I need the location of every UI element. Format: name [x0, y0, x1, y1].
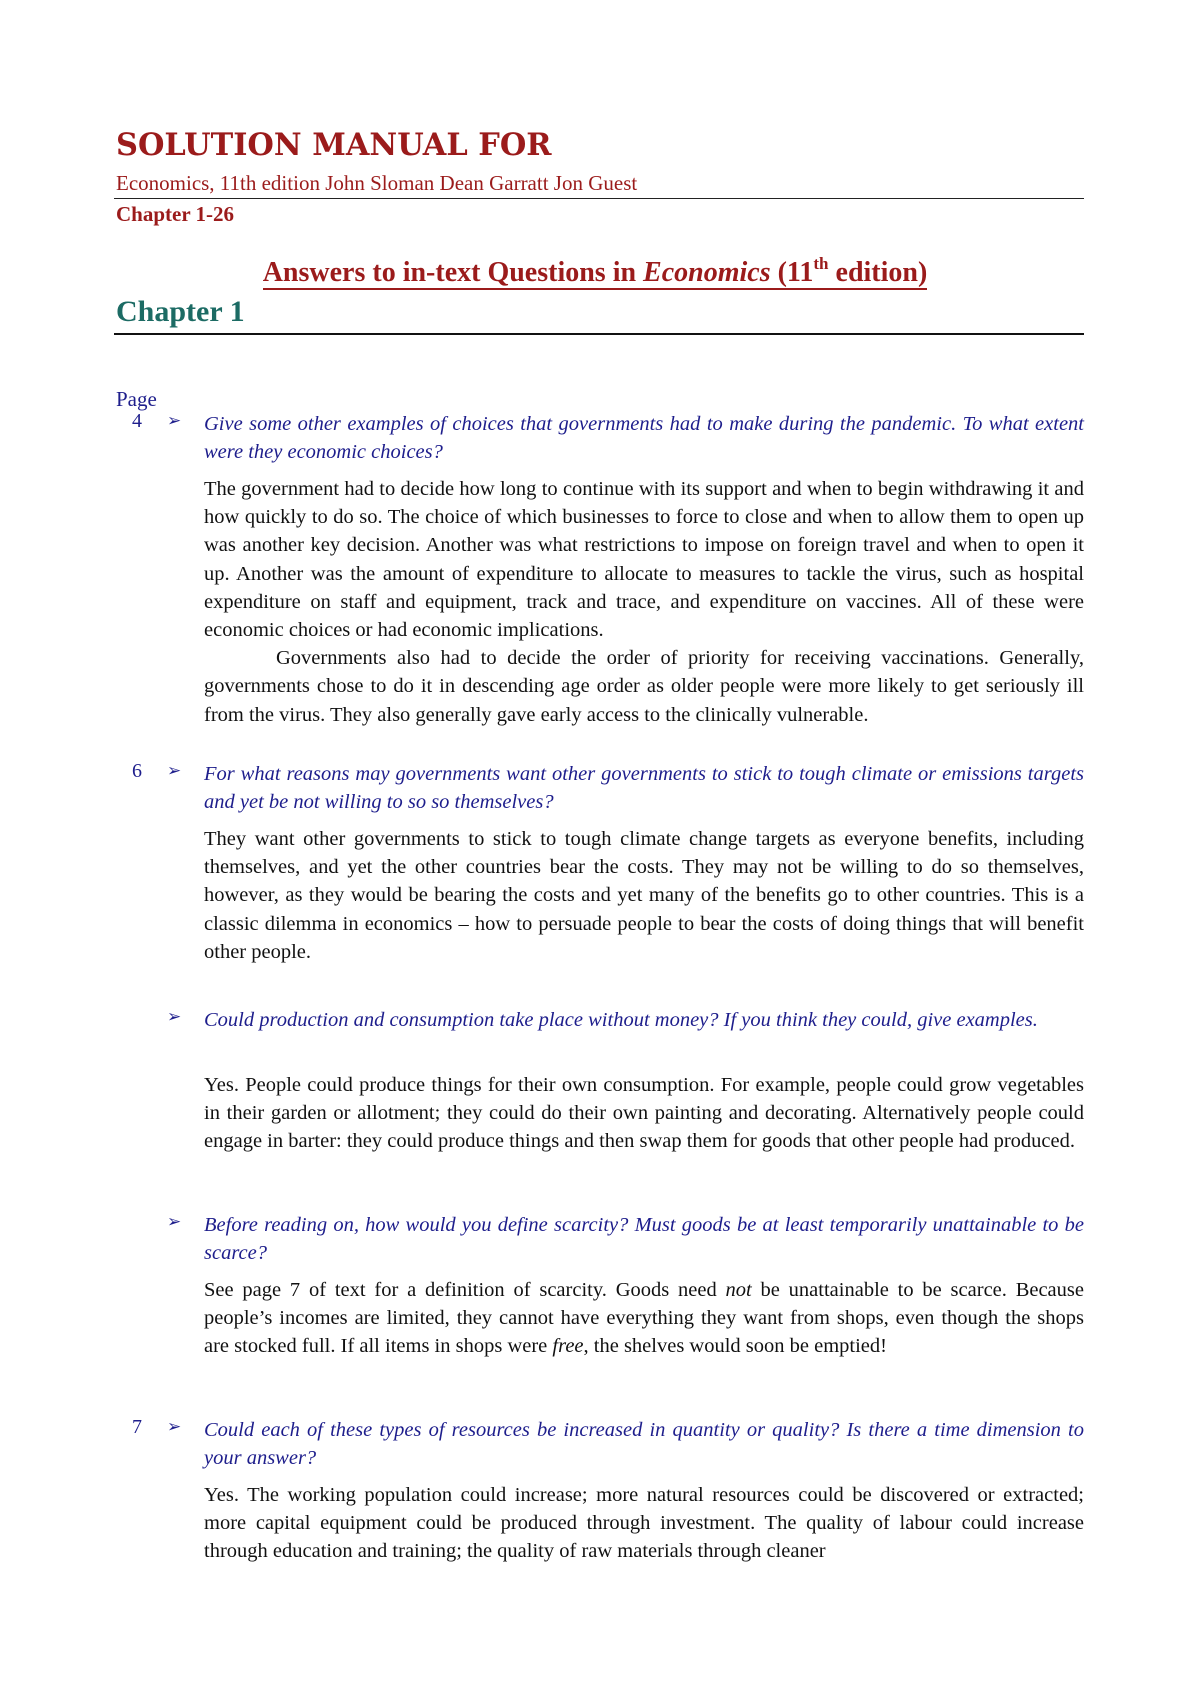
chapter-range: Chapter 1-26: [116, 202, 235, 226]
arrow-bullet-icon: ➢: [167, 1417, 182, 1437]
answer-segment: be unattainable to be scarce. Because people’s incomes are limited, they cannot have everything they want from shops, even though the shops are stocked full. If all items in shops were: [204, 1279, 1084, 1358]
question-text: Could each of these types of resources be increased in quantity or quality? Is there a time dimension to your answer?: [204, 1419, 1084, 1469]
arrow-bullet-icon: ➢: [167, 761, 182, 781]
answer-paragraph: Governments also had to decide the order of priority for receiving vaccinations. Generally, governments chose to do it in descending age order as older people were more likely to get seriously ill from the virus. They also generally gave early access to the clinically vulnerable.: [204, 647, 1084, 726]
heading-edition-close: edition): [828, 257, 928, 288]
answers-heading-underlined: [262, 254, 928, 290]
answer-paragraph: The government had to decide how long to continue with its support and when to begin withdrawing it and how quickly to do so. The choice of which businesses to force to close and when to allow them to open up was another key decision. Another was what restrictions to impose on foreign travel and when to open it up. Another was the amount of expenditure to allocate to measures to tackle the virus, such as hospital expenditure on staff and equipment, track and trace, and expenditure on vaccines. All of these were economic choices or had economic implications.: [204, 478, 1084, 642]
answer-text: [204, 1071, 1084, 1156]
answer-paragraph: Yes. People could produce things for their own consumption. For example, people could grow vegetables in their garden or allotment; they could do their own painting and decorating. Alternatively people could engage in barter: they could produce things and then swap them for goods that other people had produced.: [204, 1074, 1084, 1153]
arrow-bullet-icon: ➢: [167, 411, 182, 431]
answer-emphasis: not: [725, 1279, 752, 1301]
question-text: Before reading on, how would you define scarcity? Must goods be at least temporarily unattainable to be scarce?: [204, 1214, 1084, 1264]
chapter-heading: Chapter 1: [116, 295, 245, 328]
page-number: 6: [132, 760, 142, 782]
answer-text: [204, 1276, 1084, 1361]
question-text: Give some other examples of choices that governments had to make during the pandemic. To what extent were they economic choices?: [204, 413, 1084, 463]
question-text: For what reasons may governments want other governments to stick to tough climate or emissions targets and yet be not willing to so so themselves?: [204, 763, 1084, 813]
answer-text: [204, 825, 1084, 966]
answer-segment: See page 7 of text for a definition of scarcity. Goods need: [204, 1279, 726, 1301]
answer-segment: , the shelves would soon be emptied!: [583, 1335, 887, 1358]
arrow-bullet-icon: ➢: [167, 1212, 182, 1232]
answer-paragraph: They want other governments to stick to tough climate change targets as everyone benefits, including themselves, and yet the other countries bear the costs. They may not be willing to do so themselves, however, as they would be bearing the costs and yet many of the benefits go to other countries. This is a classic dilemma in economics – how to persuade people to bear the costs of doing things that will benefit other people.: [204, 828, 1084, 963]
answer-text: [204, 1481, 1084, 1566]
heading-book-title: Economics: [643, 257, 771, 288]
heading-prefix: Answers to in-text Questions in: [262, 257, 644, 288]
answer-emphasis: free: [552, 1335, 584, 1358]
question-text: Could production and consumption take place without money? If you think they could, give examples.: [204, 1009, 1038, 1031]
heading-edition-open: (11: [770, 257, 814, 288]
page-number: 4: [132, 410, 142, 432]
heading-edition-sup: th: [813, 254, 829, 273]
header-divider: [114, 198, 1084, 199]
page-number: 7: [132, 1416, 142, 1438]
book-line: Economics, 11th edition John Sloman Dean Garratt Jon Guest: [116, 171, 638, 195]
answers-heading: [0, 254, 1190, 289]
chapter-divider: [114, 333, 1084, 335]
answer-paragraph: Yes. The working population could increase; more natural resources could be discovered or extracted; more capital equipment could be produced through investment. The quality of labour could increase through education and training; the quality of raw materials through cleaner: [204, 1484, 1084, 1563]
page-column-label: Page: [116, 387, 157, 411]
manual-title: SOLUTION MANUAL FOR: [116, 127, 552, 163]
arrow-bullet-icon: ➢: [167, 1007, 182, 1027]
answer-paragraph: [204, 1276, 1084, 1361]
answer-text: [204, 475, 1084, 729]
